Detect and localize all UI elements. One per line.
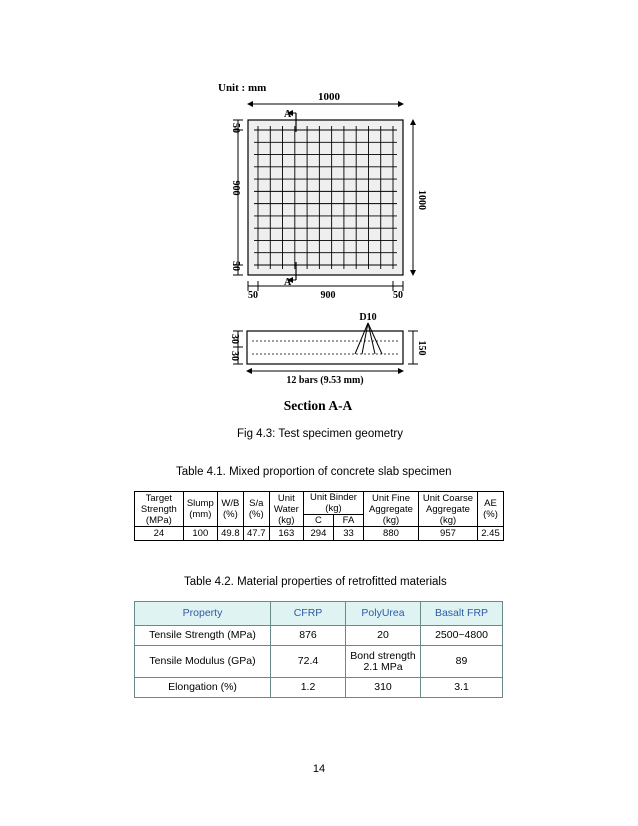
header-c: C bbox=[303, 515, 333, 527]
section-title: Section A-A bbox=[283, 398, 353, 413]
table2-caption: Table 4.2. Material properties of retrofitted materials bbox=[184, 576, 447, 588]
mix-proportion-table bbox=[134, 491, 504, 541]
cell-water: 163 bbox=[269, 527, 303, 541]
left-dim-bot: 50 bbox=[230, 261, 241, 271]
cell-polyurea: 20 bbox=[346, 626, 421, 646]
header-unit-binder: Unit Binder (kg) bbox=[303, 492, 363, 515]
left-dim-top: 50 bbox=[230, 123, 241, 133]
cell-basalt: 2500~4800 bbox=[421, 626, 503, 646]
cell-slump: 100 bbox=[183, 527, 217, 541]
figure-caption: Fig 4.3: Test specimen geometry bbox=[237, 428, 403, 440]
table-row bbox=[135, 678, 503, 698]
cell-polyurea: Bond strength 2.1 MPa bbox=[346, 646, 421, 678]
cell-coarse: 957 bbox=[418, 527, 477, 541]
header-cfrp: CFRP bbox=[271, 602, 346, 626]
header-target-strength: Target Strength (MPa) bbox=[135, 492, 184, 527]
cell-target: 24 bbox=[135, 527, 184, 541]
cell-cfrp: 1.2 bbox=[271, 678, 346, 698]
header-ae: AE (%) bbox=[478, 492, 504, 527]
cell-property: Tensile Modulus (GPa) bbox=[135, 646, 271, 678]
table1-caption: Table 4.1. Mixed proportion of concrete slab specimen bbox=[176, 466, 452, 478]
table-row bbox=[135, 646, 503, 678]
header-unit-water: Unit Water (kg) bbox=[269, 492, 303, 527]
svg-text:A: A bbox=[284, 277, 292, 288]
header-fa: FA bbox=[333, 515, 363, 527]
page-number: 14 bbox=[312, 763, 326, 775]
header-property: Property bbox=[135, 602, 271, 626]
cell-c: 294 bbox=[303, 527, 333, 541]
section-right-dim: 150 bbox=[416, 340, 427, 356]
cell-property: Tensile Strength (MPa) bbox=[135, 626, 271, 646]
cell-basalt: 89 bbox=[421, 646, 503, 678]
table-row bbox=[135, 626, 503, 646]
bottom-dim-right: 50 bbox=[393, 290, 403, 301]
header-coarse-aggregate: Unit Coarse Aggregate (kg) bbox=[418, 492, 477, 527]
cell-wb: 49.8 bbox=[217, 527, 243, 541]
header-slump: Slump (mm) bbox=[183, 492, 217, 527]
header-sa: S/a (%) bbox=[243, 492, 269, 527]
section-left-top: 30 bbox=[229, 334, 240, 344]
bar-label: D10 bbox=[359, 312, 377, 323]
cell-sa: 47.7 bbox=[243, 527, 269, 541]
table-row bbox=[135, 527, 504, 541]
header-basalt-frp: Basalt FRP bbox=[421, 602, 503, 626]
bars-label: 12 bars (9.53 mm) bbox=[286, 375, 364, 386]
slab-plan bbox=[248, 120, 403, 275]
top-dimension-label: 1000 bbox=[318, 91, 340, 103]
left-dim-mid: 900 bbox=[230, 180, 241, 196]
bottom-dim-mid: 900 bbox=[320, 290, 336, 301]
cell-fa: 33 bbox=[333, 527, 363, 541]
cell-ae: 2.45 bbox=[478, 527, 504, 541]
bottom-dim-left: 50 bbox=[248, 290, 258, 301]
cell-cfrp: 72.4 bbox=[271, 646, 346, 678]
section-left-bot: 30 bbox=[229, 351, 240, 361]
header-fine-aggregate: Unit Fine Aggregate (kg) bbox=[364, 492, 419, 527]
material-properties-table bbox=[134, 601, 503, 698]
left-dimension bbox=[233, 120, 243, 275]
right-dim: 1000 bbox=[416, 190, 427, 210]
cell-fine: 880 bbox=[364, 527, 419, 541]
bar-leader-lines bbox=[355, 323, 382, 354]
header-polyurea: PolyUrea bbox=[346, 602, 421, 626]
header-wb: W/B (%) bbox=[217, 492, 243, 527]
cell-property: Elongation (%) bbox=[135, 678, 271, 698]
cell-polyurea: 310 bbox=[346, 678, 421, 698]
cell-basalt: 3.1 bbox=[421, 678, 503, 698]
cell-cfrp: 876 bbox=[271, 626, 346, 646]
svg-text:A: A bbox=[284, 109, 292, 120]
unit-label: Unit : mm bbox=[218, 82, 267, 94]
